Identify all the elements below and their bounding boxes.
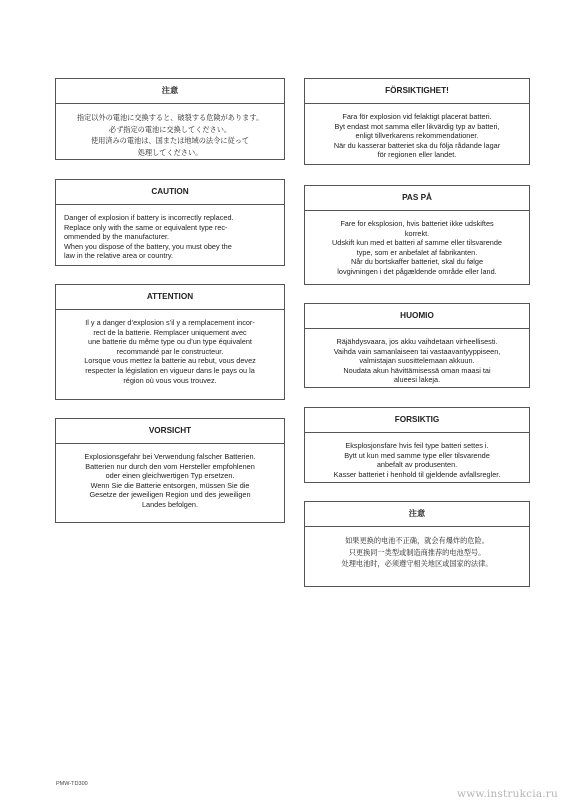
warning-title: 注意 [408, 509, 426, 518]
warning-line: ommended by the manufacturer. [64, 232, 170, 242]
divider [56, 443, 284, 444]
warning-line: Noudata akun hävittämisessä oman maasi tai [343, 365, 491, 375]
warning-line: respecter la législation en vigueur dans le pays ou la [85, 365, 255, 375]
warning-line: 只更换同一类型或制造商推荐的电池型号。 [348, 547, 486, 557]
warning-line: Byt endast mot samma eller likvärdig typ av batteri, [334, 121, 500, 131]
warning-line: law in the relative area or country. [64, 251, 173, 261]
warning-line: Wenn Sie die Batterie entsorgen, müssen Sie die [90, 480, 250, 490]
divider [56, 204, 284, 205]
warning-line: Lorsque vous mettez la batterie au rebut, vous devez [84, 356, 256, 366]
warning-line: Når du bortskaffer batteriet, skal du følge [350, 257, 484, 267]
warning-line: Landes befolgen. [142, 499, 198, 509]
warning-line: Replace only with the same or equivalent type rec- [64, 222, 228, 232]
warning-line: När du kasserar batteriet ska du följa rådande lagar [333, 140, 501, 150]
warning-line: recommandé par le constructeur. [116, 346, 224, 356]
warning-box-swedish [304, 78, 530, 165]
warning-box-french [55, 284, 285, 400]
warning-line: 处理电池时，必须遵守相关地区或国家的法律。 [341, 559, 493, 568]
warning-line: oder einen gleichwertigen Typ ersetzen. [105, 471, 235, 481]
model-code: PMW-TD300 [56, 781, 88, 787]
warning-line: för regionen eller landet. [377, 150, 457, 160]
watermark: www.instrukcia.ru [457, 788, 558, 800]
warning-line: alueesi lakeja. [393, 375, 441, 385]
warning-line: 指定以外の電池に交換すると、破裂する危険があります。 [76, 113, 264, 122]
warning-box-finnish [304, 303, 530, 388]
warning-line: Batterien nur durch den vom Hersteller empfohlenen [85, 461, 255, 471]
warning-line: type, som er anbefalet af fabrikanten. [356, 247, 478, 257]
divider [56, 103, 284, 104]
divider [305, 432, 529, 433]
warning-line: anbefalt av produsenten. [376, 460, 458, 470]
warning-box-norwegian [304, 407, 530, 483]
warning-line: Gesetze der jeweiligen Region und des jeweiligen [89, 490, 251, 500]
warning-title: FORSIKTIG [394, 415, 440, 424]
warning-line: When you dispose of the battery, you must obey the [64, 241, 232, 251]
warning-line: Bytt ut kun med samme type eller tilsvarende [344, 450, 490, 460]
warning-title: PAS PÅ [402, 193, 432, 202]
warning-line: une batterie du même type ou d’un type équivalent [88, 337, 252, 347]
divider [305, 526, 529, 527]
warning-box-english [55, 179, 285, 266]
warning-line: région où vous vous trouvez. [123, 375, 217, 385]
warning-line: Fare for eksplosion, hvis batteriet ikke udskiftes [340, 219, 494, 228]
warning-title: FÖRSIKTIGHET! [385, 86, 449, 95]
warning-line: enligt tillverkarens rekommendationer. [355, 131, 479, 141]
warning-line: Eksplosjonsfare hvis feil type batteri settes i. [345, 441, 489, 450]
warning-line: rect de la batterie. Remplacer uniquement avec [93, 327, 247, 337]
divider [305, 328, 529, 329]
warning-box-german [55, 418, 285, 523]
warning-title: 注意 [161, 86, 179, 95]
warning-box-chinese [304, 501, 530, 587]
warning-line: valmistajan suosittelemaan akkuun. [359, 356, 475, 366]
warning-line: Vaihda vain samanlaiseen tai vastaavantyyppiseen, [333, 346, 501, 356]
warning-line: Fara för explosion vid felaktigt placerat batteri. [342, 112, 492, 121]
divider [305, 103, 529, 104]
warning-title: ATTENTION [146, 292, 194, 301]
warning-line: Kasser batteriet i henhold til gjeldende avfallsregler. [333, 469, 501, 479]
warning-line: 処理してください。 [137, 147, 203, 157]
warning-line: korrekt. [404, 228, 430, 238]
divider [305, 210, 529, 211]
warning-line: Udskift kun med et batteri af samme eller tilsvarende [332, 238, 502, 248]
warning-line: lovgivningen i det pågældende område eller land. [337, 266, 497, 276]
warning-line: 使用済みの電池は、国または地域の法令に従って [90, 136, 250, 145]
warning-line: 必ず指定の電池に交換してください。 [108, 124, 232, 134]
warning-line: Il y a danger d’explosion s’il y a remplacement incor- [85, 318, 255, 327]
warning-title: CAUTION [151, 187, 189, 196]
warning-box-danish [304, 185, 530, 285]
warning-line: 如果更换的电池不正确，就会有爆炸的危险。 [345, 536, 489, 545]
warning-box-japanese [55, 78, 285, 160]
warning-line: Räjähdysvaara, jos akku vaihdetaan virheellisesti. [336, 337, 498, 346]
warning-line: Explosionsgefahr bei Verwendung falscher Batterien. [84, 452, 256, 461]
divider [56, 309, 284, 310]
warning-line: Danger of explosion if battery is incorrectly replaced. [64, 213, 234, 222]
warning-title: HUOMIO [400, 311, 434, 320]
warning-title: VORSICHT [148, 426, 192, 435]
